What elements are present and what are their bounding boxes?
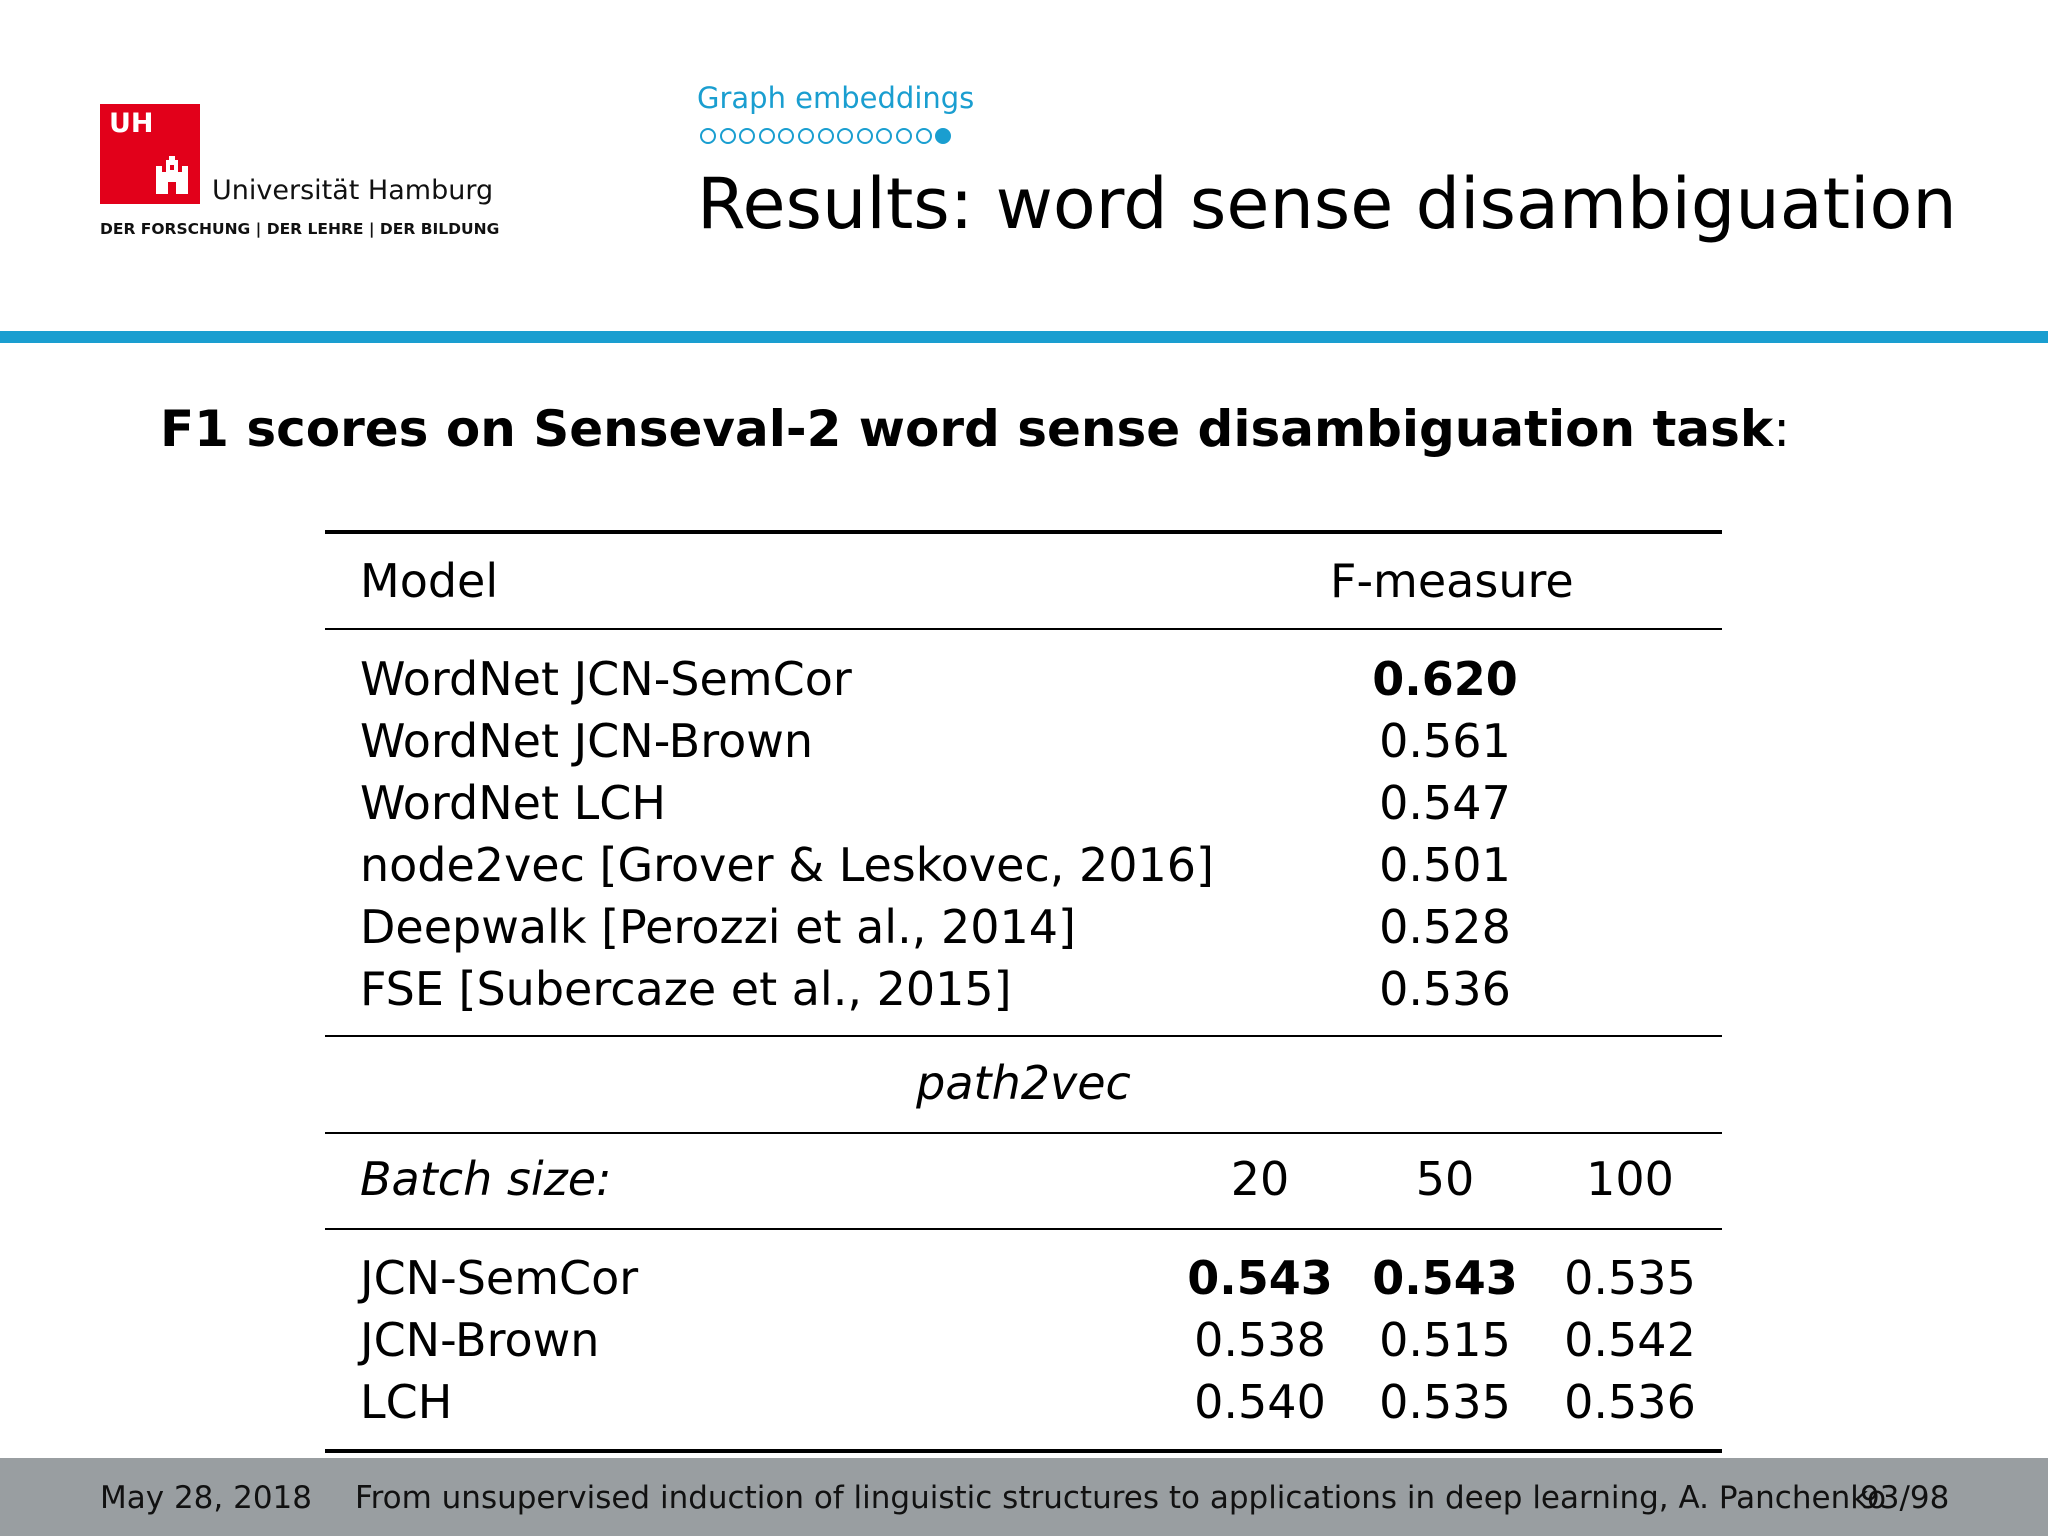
baseline-model-cell: WordNet JCN-SemCor xyxy=(360,652,852,706)
header-fmeasure: F-measure xyxy=(1330,554,1574,608)
header-rule xyxy=(325,628,1722,630)
baseline-model-cell: WordNet LCH xyxy=(360,776,666,830)
baseline-fmeasure-cell: 0.561 xyxy=(1379,714,1511,768)
path2vec-score-cell: 0.543 xyxy=(1372,1251,1518,1305)
path2vec-model-cell: JCN-SemCor xyxy=(360,1251,639,1305)
progress-dot xyxy=(876,128,892,144)
castle-icon xyxy=(154,156,190,196)
baseline-model-cell: FSE [Subercaze et al., 2015] xyxy=(360,962,1012,1016)
table-top-rule xyxy=(325,530,1722,534)
header-model: Model xyxy=(360,554,499,608)
baseline-rule xyxy=(325,1035,1722,1037)
logo-mark-text: UH xyxy=(109,108,154,139)
path2vec-score-cell: 0.543 xyxy=(1187,1251,1333,1305)
footer-page-number: 93/98 xyxy=(1860,1480,1950,1516)
path2vec-score-cell: 0.542 xyxy=(1564,1313,1696,1367)
baseline-fmeasure-cell: 0.547 xyxy=(1379,776,1511,830)
progress-dot xyxy=(759,128,775,144)
progress-dot xyxy=(798,128,814,144)
baseline-model-cell: WordNet JCN-Brown xyxy=(360,714,814,768)
progress-dot xyxy=(818,128,834,144)
path2vec-score-cell: 0.536 xyxy=(1564,1375,1696,1429)
baseline-fmeasure-cell: 0.620 xyxy=(1372,652,1518,706)
progress-dot xyxy=(857,128,873,144)
batch-size-20: 20 xyxy=(1230,1152,1290,1206)
footer-title: From unsupervised induction of linguistic structures to applications in deep learning, A. Panchenko xyxy=(355,1480,1887,1516)
batch-size-label: Batch size: xyxy=(360,1152,612,1206)
header-divider xyxy=(0,331,2048,343)
path2vec-model-cell: JCN-Brown xyxy=(360,1313,600,1367)
footer-bar xyxy=(0,1458,2048,1536)
results-table xyxy=(325,530,1722,1455)
heading-text: F1 scores on Senseval-2 word sense disambiguation task xyxy=(160,400,1774,458)
progress-dot xyxy=(837,128,853,144)
path2vec-label: path2vec xyxy=(916,1056,1131,1110)
path2vec-score-cell: 0.535 xyxy=(1564,1251,1696,1305)
progress-dot xyxy=(720,128,736,144)
table-bottom-rule xyxy=(325,1449,1722,1453)
progress-dot xyxy=(700,128,716,144)
progress-dot xyxy=(778,128,794,144)
batch-rule xyxy=(325,1228,1722,1230)
path2vec-score-cell: 0.515 xyxy=(1379,1313,1511,1367)
baseline-model-cell: node2vec [Grover & Leskovec, 2016] xyxy=(360,838,1214,892)
progress-dot xyxy=(739,128,755,144)
university-logo xyxy=(100,104,520,244)
slide-progress-dots xyxy=(700,128,951,144)
baseline-fmeasure-cell: 0.528 xyxy=(1379,900,1511,954)
path2vec-score-cell: 0.535 xyxy=(1379,1375,1511,1429)
heading-colon: : xyxy=(1773,400,1791,458)
content-heading xyxy=(160,400,1790,458)
baseline-model-cell: Deepwalk [Perozzi et al., 2014] xyxy=(360,900,1076,954)
batch-size-100: 100 xyxy=(1586,1152,1674,1206)
slide-title: Results: word sense disambiguation xyxy=(697,163,1957,245)
path2vec-score-cell: 0.538 xyxy=(1194,1313,1326,1367)
logo-mark xyxy=(100,104,200,204)
progress-dot xyxy=(916,128,932,144)
path2vec-model-cell: LCH xyxy=(360,1375,453,1429)
baseline-fmeasure-cell: 0.536 xyxy=(1379,962,1511,1016)
progress-dot xyxy=(896,128,912,144)
progress-dot-current xyxy=(935,128,951,144)
path2vec-score-cell: 0.540 xyxy=(1194,1375,1326,1429)
baseline-fmeasure-cell: 0.501 xyxy=(1379,838,1511,892)
section-title: Graph embeddings xyxy=(697,81,975,115)
section-rule xyxy=(325,1132,1722,1134)
batch-size-50: 50 xyxy=(1415,1152,1475,1206)
logo-name: Universität Hamburg xyxy=(212,175,494,206)
logo-motto: DER FORSCHUNG | DER LEHRE | DER BILDUNG xyxy=(100,220,500,238)
footer-date: May 28, 2018 xyxy=(100,1480,312,1516)
